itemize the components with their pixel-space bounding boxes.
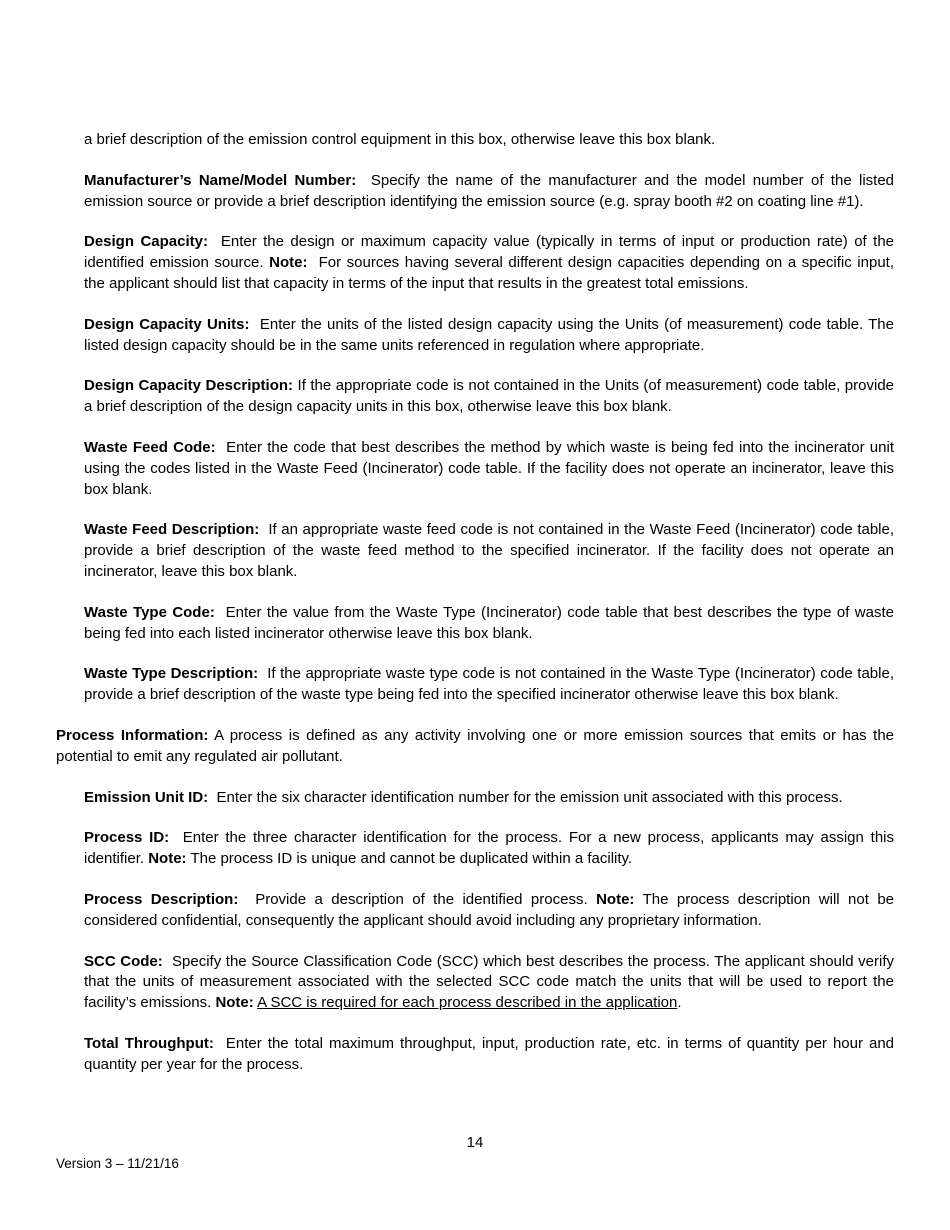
term-label: Total Throughput: (84, 1034, 214, 1052)
note-label: Note: (215, 994, 254, 1012)
section-label: Process Information: (56, 726, 209, 744)
term-label: Waste Type Description: (84, 665, 259, 683)
term-label: Waste Type Code: (84, 603, 215, 621)
paragraph-total-throughput: Total Throughput: Enter the total maximum throughput, input, production rate, etc. in terms of quantity per hour and quantity per year for the process. (84, 1034, 895, 1073)
note-label: Note: (148, 850, 187, 868)
version-footer: Version 3 – 11/21/16 (56, 1156, 179, 1171)
paragraph-scc-code: SCC Code: Specify the Source Classification Code (SCC) which best describes the process. The applicant should verify that the units of measurement associated with the selected SCC code match the units that will be used to report the facility’s emissions. Note: A SCC is required for each process described in the application. (84, 952, 894, 1012)
paragraph-process-description: Process Description: Provide a description of the identified process. Note: The process description will not be considered confidential, consequently the applicant should avoid including any proprietary information. (84, 890, 895, 929)
page-number: 14 (466, 1134, 484, 1151)
paragraph-waste-feed-description: Waste Feed Description: If an appropriate waste feed code is not contained in the Waste Feed (Incinerator) code table, provide a brief description of the waste feed method to the specified incinerator. If the facility does not operate an incinerator, leave this box blank. (84, 521, 895, 580)
term-label: SCC Code: (84, 952, 163, 970)
term-label: Process ID: (84, 829, 170, 847)
paragraph-waste-type-description: Waste Type Description: If the appropriate waste type code is not contained in the Waste Type (Incinerator) code table, provide a brief description of the waste type being fed into the specified incinerator otherwise leave this box blank. (84, 665, 894, 704)
paragraph-process-information: Process Information: A process is defined as any activity involving one or more emission sources that emits or has the potential to emit any regulated air pollutant. (56, 726, 895, 765)
paragraph-design-capacity-units: Design Capacity Units: Enter the units of the listed design capacity using the Units (of measurement) code table. The listed design capacity should be in the same units referenced in regulation where appropriate. (84, 315, 894, 354)
paragraph-waste-type-code: Waste Type Code: Enter the value from the Waste Type (Incinerator) code table that best describes the type of waste being fed into each listed incinerator otherwise leave this box blank. (84, 603, 894, 642)
paragraph-emission-unit-id: Emission Unit ID: Enter the six character identification number for the emission unit associated with this process. (84, 788, 843, 806)
term-label: Design Capacity Description: (84, 377, 294, 395)
paragraph-control-equipment-continued: a brief description of the emission control equipment in this box, otherwise leave this box blank. (84, 131, 716, 148)
paragraph-design-capacity-description: Design Capacity Description: If the appropriate code is not contained in the Units (of measurement) code table, provide a brief description of the design capacity units in this box, otherwise leave this box blank. (84, 377, 895, 416)
paragraph-manufacturer-name: Manufacturer’s Name/Model Number: Specify the name of the manufacturer and the model number of the listed emission source or provide a brief description identifying the emission source (e.g. spray booth #2 on coating line #1). (84, 171, 895, 210)
note-label: Note: (596, 890, 635, 908)
term-label: Waste Feed Description: (84, 521, 260, 539)
note-label: Note: (269, 254, 308, 272)
underlined-requirement: A SCC is required for each process described in the application (257, 994, 678, 1012)
term-label: Design Capacity Units: (84, 315, 250, 333)
document-body (56, 130, 894, 1096)
term-label: Process Description: (84, 890, 239, 908)
paragraph-design-capacity: Design Capacity: Enter the design or maximum capacity value (typically in terms of input or production rate) of the identified emission source. Note: For sources having several different design capacities depending on a specific input, the applicant should list that capacity in terms of the input that results in the greatest total emissions. (84, 233, 895, 292)
term-label: Waste Feed Code: (84, 438, 216, 456)
paragraph-waste-feed-code: Waste Feed Code: Enter the code that best describes the method by which waste is being fed into the incinerator unit using the codes listed in the Waste Feed (Incinerator) code table. If the facility does not operate an incinerator, leave this box blank. (84, 438, 894, 498)
term-label: Manufacturer’s Name/Model Number: (84, 171, 357, 189)
term-label: Emission Unit ID: (84, 788, 209, 806)
term-label: Design Capacity: (84, 233, 208, 251)
paragraph-process-id: Process ID: Enter the three character identification for the process. For a new process, applicants may assign this identifier. Note: The process ID is unique and cannot be duplicated within a facility. (84, 829, 894, 868)
